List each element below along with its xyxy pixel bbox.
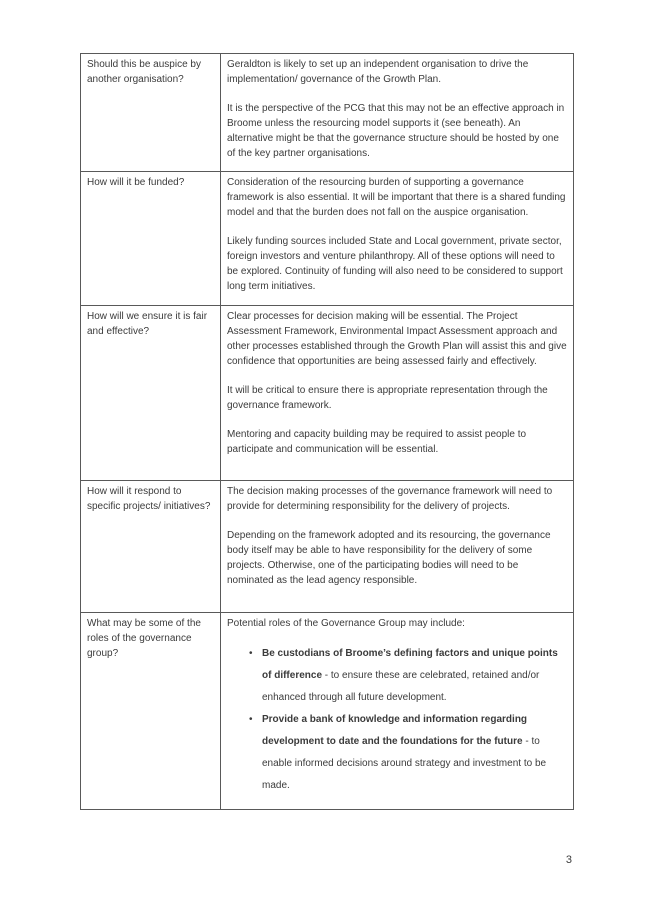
answer-paragraph: Mentoring and capacity building may be required to assist people to participate and communication will be essential. <box>227 429 527 455</box>
answer-paragraph: Consideration of the resourcing burden of supporting a governance framework is also essential. It will be important that there is a shared funding model and that the burden does not fall on the auspice organisation. <box>227 177 566 218</box>
question-text: Should this be auspice by another organisation? <box>87 59 201 85</box>
bullet-text <box>262 709 567 797</box>
bullet-bold-text: Be custodians of Broome’s defining factors and unique points of difference <box>262 648 558 681</box>
question-text: How will it respond to specific projects/ initiatives? <box>87 486 211 512</box>
governance-qa-table <box>80 53 574 810</box>
table-row <box>81 613 574 810</box>
question-text: How will we ensure it is fair and effective? <box>87 311 208 337</box>
bullet-list <box>227 643 567 797</box>
question-text: What may be some of the roles of the governance group? <box>87 618 201 659</box>
answer-cell <box>221 172 574 306</box>
answer-paragraph: The decision making processes of the governance framework will need to provide for determining responsibility for the delivery of projects. <box>227 486 553 512</box>
answer-paragraph: Geraldton is likely to set up an independent organisation to drive the implementation/ governance of the Growth Plan. <box>227 59 529 85</box>
answer-cell <box>221 613 574 810</box>
table-row <box>81 172 574 306</box>
answer-paragraph: Likely funding sources included State and Local government, private sector, foreign investors and venture philanthropy. All of these options will need to be explored. Continuity of funding will also need to be considered to support long term initiatives. <box>227 236 563 292</box>
table-row <box>81 306 574 481</box>
question-cell <box>81 613 221 810</box>
answer-paragraph: It is the perspective of the PCG that this may not be an effective approach in Broome unless the resourcing model supports it (see beneath). An alternative might be that the governance structure should be hosted by one of the key partner organisations. <box>227 103 565 159</box>
question-cell <box>81 172 221 306</box>
list-item <box>227 643 567 709</box>
question-cell <box>81 306 221 481</box>
page-number: 3 <box>565 854 572 866</box>
answer-cell <box>221 481 574 613</box>
answer-cell <box>221 54 574 172</box>
question-text: How will it be funded? <box>87 177 185 188</box>
bullet-rest-text: - to enable informed decisions around strategy and investment to be made. <box>262 736 547 791</box>
bullet-icon: • <box>249 714 253 725</box>
bullet-bold-text: Provide a bank of knowledge and information regarding development to date and the foundations for the future <box>262 714 528 747</box>
bullet-rest-text: - to ensure these are celebrated, retained and/or enhanced through all future development. <box>262 670 540 703</box>
answer-paragraph: Depending on the framework adopted and its resourcing, the governance body itself may be able to have responsibility for the delivery of some projects. Otherwise, one of the participating bodies will need to be nominated as the lead agency responsible. <box>227 530 551 586</box>
answer-intro: Potential roles of the Governance Group may include: <box>227 618 465 629</box>
bullet-text <box>262 643 567 709</box>
question-cell <box>81 54 221 172</box>
list-item <box>227 709 567 797</box>
answer-paragraph: Clear processes for decision making will be essential. The Project Assessment Framework, Environmental Impact Assessment approach and other processes established through the Growth Plan will assist this and give confidence that opportunities are being assessed fairly and effectively. <box>227 311 567 367</box>
bullet-icon: • <box>249 648 253 659</box>
answer-paragraph: It will be critical to ensure there is appropriate representation through the governance framework. <box>227 385 548 411</box>
answer-cell <box>221 306 574 481</box>
table-row <box>81 54 574 172</box>
table-row <box>81 481 574 613</box>
question-cell <box>81 481 221 613</box>
